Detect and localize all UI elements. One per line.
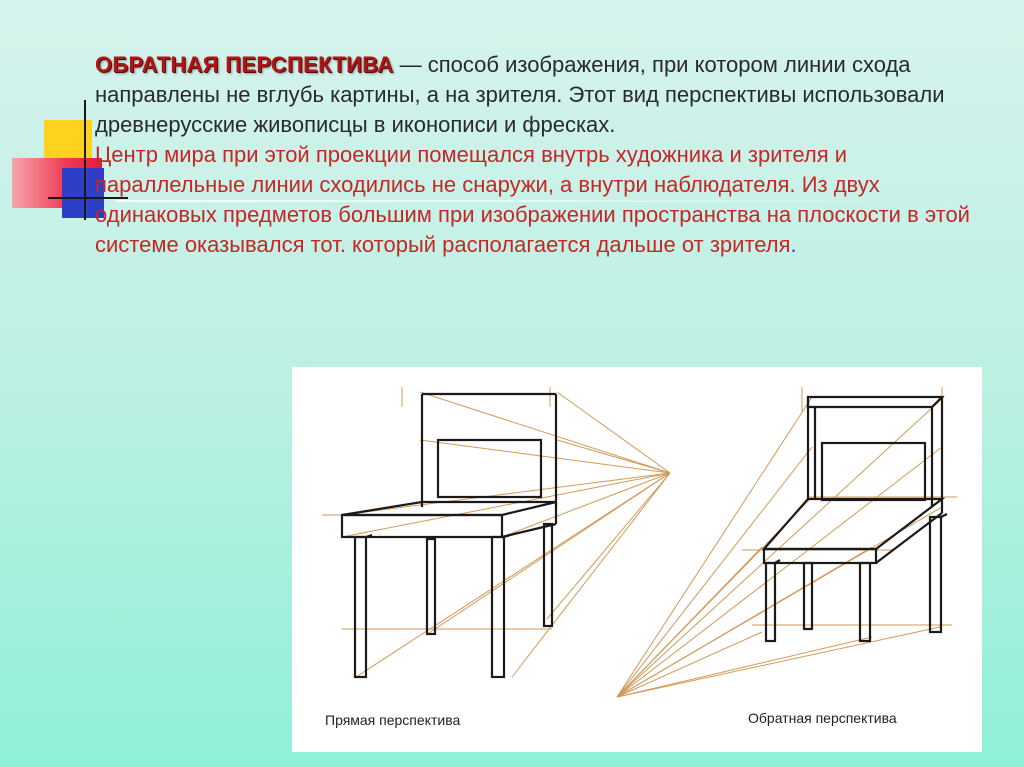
body-text <box>95 50 995 260</box>
perspective-illustration <box>292 367 982 752</box>
caption-inverse-perspective: Обратная перспектива <box>748 710 897 726</box>
direct-perspective-chair <box>342 394 556 677</box>
caption-direct-perspective: Прямая перспектива <box>325 712 461 728</box>
definition-text: — способ изображения, при котором линии схода направлены не вглубь картины, а на зрителя. Этот вид перспективы использовали древнерусские живописцы в иконописи и фресках. <box>95 52 945 137</box>
inverse-perspective-construction <box>617 387 957 697</box>
term-heading: ОБРАТНАЯ ПЕРСПЕКТИВА <box>95 52 394 77</box>
chairs-drawing <box>292 367 982 752</box>
inverse-perspective-chair <box>764 397 947 641</box>
explanation-text: Центр мира при этой проекции помещался внутрь художника и зрителя и параллельные линии сходились не снаружи, а внутри наблюдателя. Из двух одинаковых предметов большим при изображении пространства на плоскости в этой системе оказывался тот. который располагается дальше от зрителя <box>95 142 970 257</box>
explanation-end-mark: . <box>790 232 797 257</box>
direct-perspective-construction <box>322 387 670 677</box>
vertical-rule <box>84 100 86 220</box>
